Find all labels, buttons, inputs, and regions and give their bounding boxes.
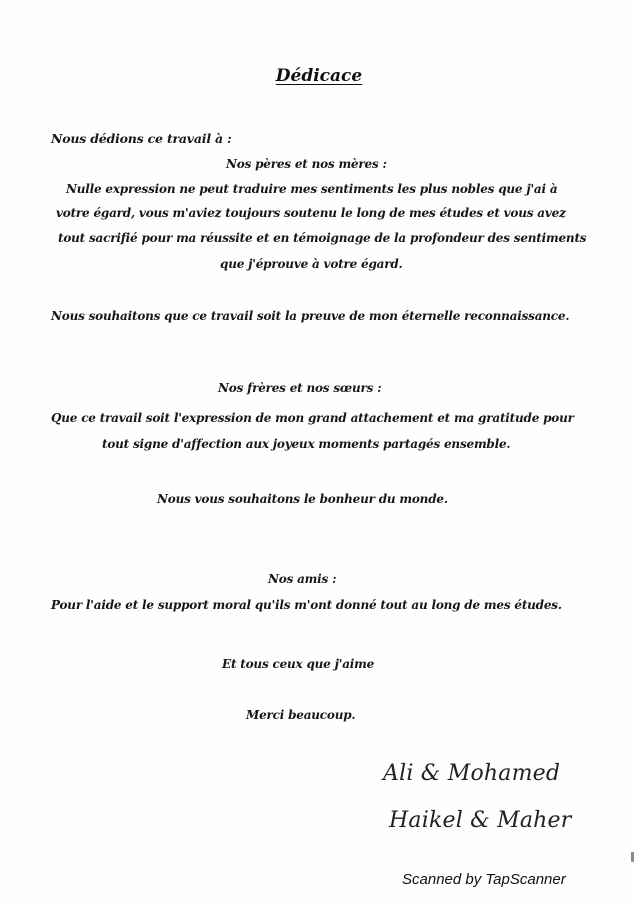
siblings-line-1: Que ce travail soit l'expression de mon grand attachement et ma gratitude pour bbox=[51, 411, 574, 425]
scanner-watermark: Scanned by TapScanner bbox=[402, 871, 566, 888]
parents-line-4: que j'éprouve à votre égard. bbox=[220, 257, 403, 271]
scan-edge-mark bbox=[631, 852, 634, 862]
title-text: Dédicace bbox=[275, 66, 363, 86]
signature-line-1: Ali & Mohamed bbox=[383, 761, 561, 786]
thanks-line: Merci beaucoup. bbox=[246, 708, 356, 722]
parents-heading: Nos pères et nos mères : bbox=[226, 157, 387, 171]
siblings-closing: Nous vous souhaitons le bonheur du monde. bbox=[157, 492, 448, 506]
parents-line-1: Nulle expression ne peut traduire mes sentiments les plus nobles que j'ai à bbox=[66, 182, 558, 196]
parents-line-3: tout sacrifié pour ma réussite et en témoignage de la profondeur des sentiments bbox=[58, 231, 587, 245]
page-title bbox=[0, 66, 638, 86]
friends-line-1: Pour l'aide et le support moral qu'ils m'ont donné tout au long de mes études. bbox=[51, 598, 562, 612]
signature-line-2: Haikel & Maher bbox=[389, 808, 572, 833]
friends-heading: Nos amis : bbox=[268, 572, 337, 586]
parents-closing: Nous souhaitons que ce travail soit la preuve de mon éternelle reconnaissance. bbox=[51, 309, 570, 323]
siblings-line-2: tout signe d'affection aux joyeux moments partagés ensemble. bbox=[102, 437, 511, 451]
parents-line-2: votre égard, vous m'aviez toujours soutenu le long de mes études et vous avez bbox=[56, 206, 566, 220]
siblings-heading: Nos frères et nos sœurs : bbox=[218, 381, 382, 395]
intro-line: Nous dédions ce travail à : bbox=[51, 131, 232, 146]
friends-closing: Et tous ceux que j'aime bbox=[222, 657, 375, 671]
